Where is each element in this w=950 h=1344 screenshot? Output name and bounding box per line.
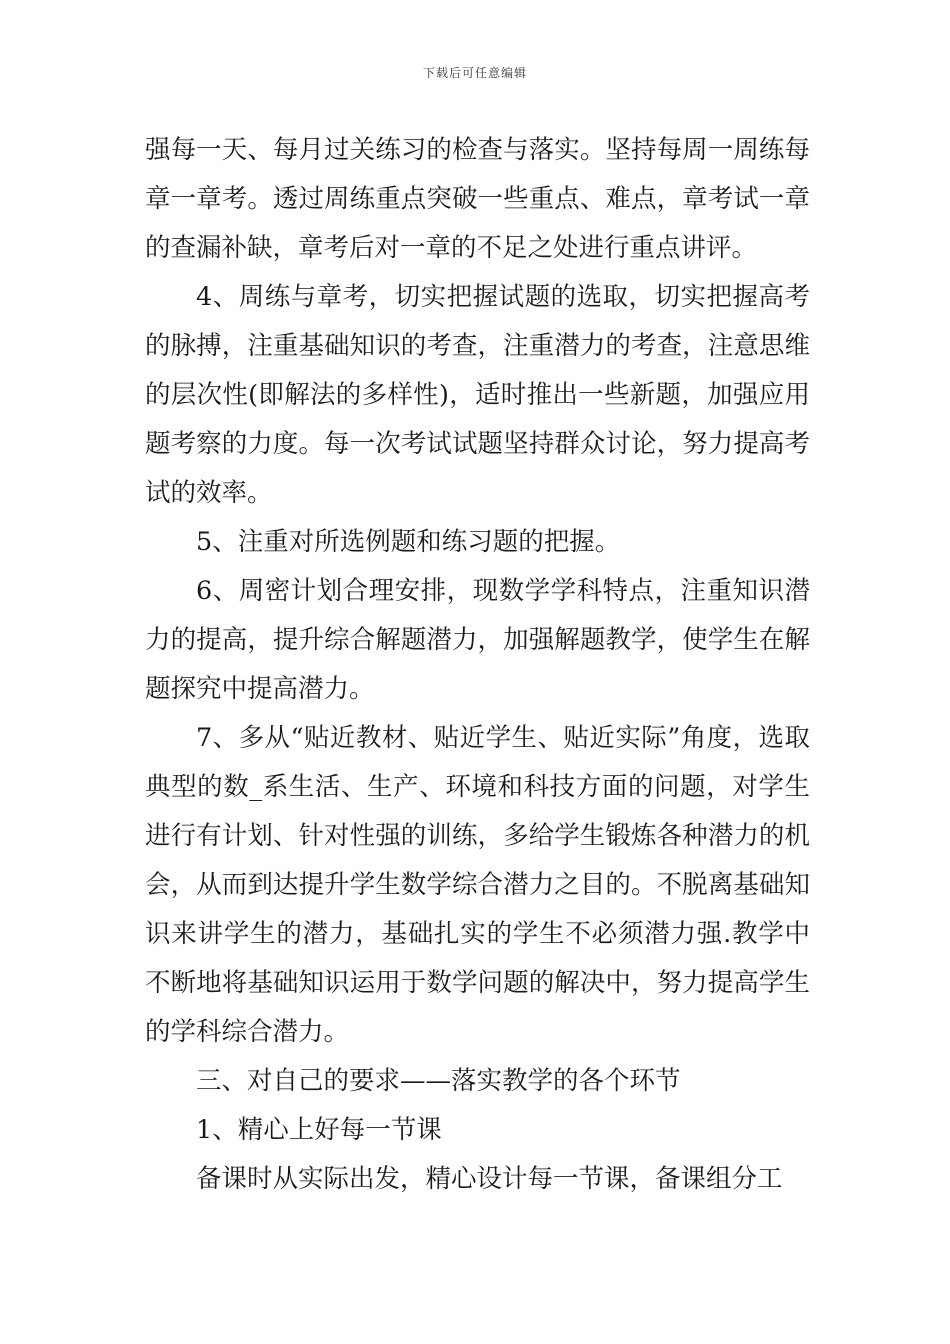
page-header-note: 下载后可任意编辑 xyxy=(422,66,527,80)
paragraph-6: 备课时从实际出发，精心设计每一节课，备课组分工 xyxy=(196,1164,783,1194)
paragraph-1: 强每一天、每月过关练习的检查与落实。坚持每周一周练每章一章考。透过周练重点突破一些重点、难点，章考试一章的查漏补缺，章考后对一章的不足之处进行重点讲评。 xyxy=(145,135,810,263)
paragraph-2: 4、周练与章考，切实把握试题的选取，切实把握高考的脉搏，注重基础知识的考查，注重潜力的考查，注意思维的层次性(即解法的多样性)，适时推出一些新题，加强应用题考察的力度。每一次考试试题坚持群众讨论，努力提高考试的效率。 xyxy=(145,282,810,508)
paragraph-4: 6、周密计划合理安排，现数学学科特点，注重知识潜力的提高，提升综合解题潜力，加强解题教学，使学生在解题探究中提高潜力。 xyxy=(145,576,810,704)
document-body xyxy=(145,126,810,1204)
section-heading: 三、对自己的要求——落实教学的各个环节 xyxy=(196,1066,681,1096)
paragraph-3: 5、注重对所选例题和练习题的把握。 xyxy=(196,527,621,557)
subsection-heading: 1、精心上好每一节课 xyxy=(196,1115,442,1145)
paragraph-5: 7、多从“贴近教材、贴近学生、贴近实际”角度，选取典型的数_系生活、生产、环境和科技方面的问题，对学生进行有计划、针对性强的训练，多给学生锻炼各种潜力的机会，从而到达提升学生数学综合潜力之目的。不脱离基础知识来讲学生的潜力，基础扎实的学生不必须潜力强.教学中不断地将基础知识运用于数学问题的解决中，努力提高学生的学科综合潜力。 xyxy=(145,723,810,1047)
